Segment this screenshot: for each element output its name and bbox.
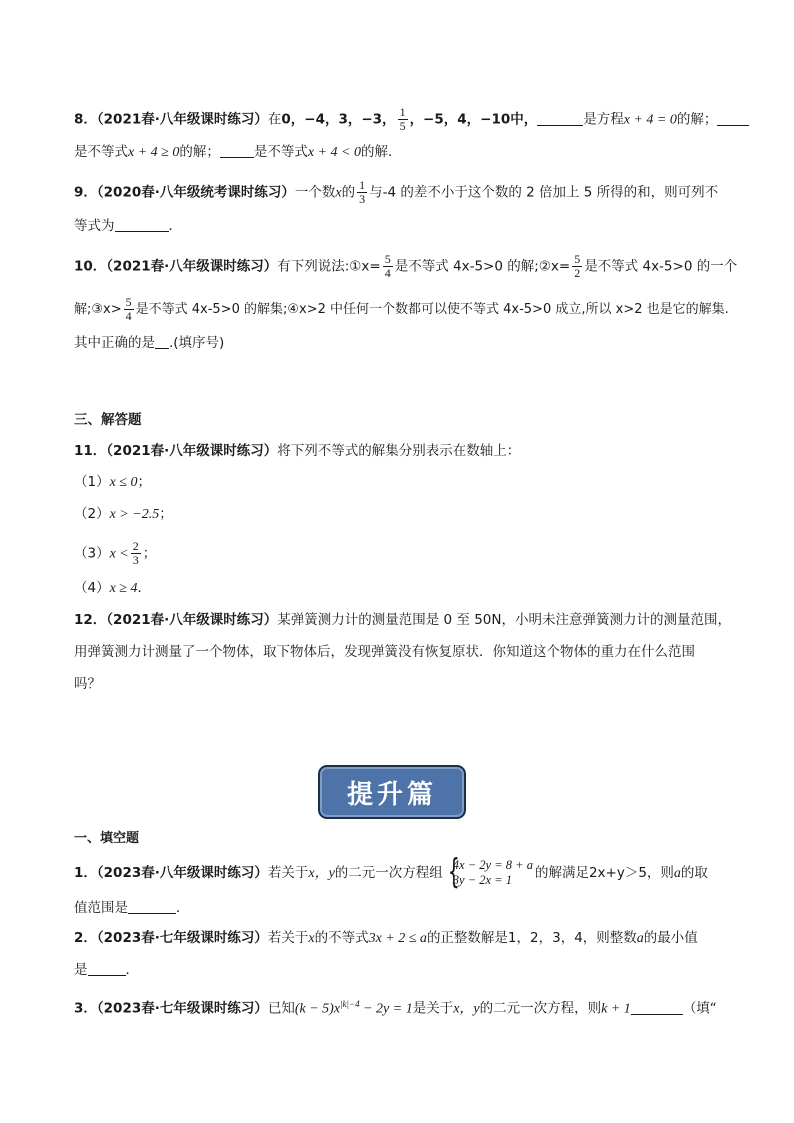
p3-source: （2023春·七年级课时练习） xyxy=(96,1000,268,1017)
q11-item-4: （4）x ≥ 4． xyxy=(74,580,151,596)
q8-values2: ，−5，4，−10中， xyxy=(409,111,538,128)
section-heading-1: 一、填空题 xyxy=(74,831,140,846)
p1-equation-system: { 4x − 2y = 8 + a 3y − 2x = 1 xyxy=(447,852,533,892)
q10-blank[interactable] xyxy=(155,334,169,349)
p1-line1: 1．（2023春·八年级课时练习）若关于x，y的二元一次方程组 { 4x − 2y = 8 + a 3y − 2x = 1 的解满足2x+y＞5，则a的取 xyxy=(74,852,708,892)
q12-number: 12 xyxy=(74,612,93,628)
q12-source: （2021春·八年级课时练习） xyxy=(106,612,278,628)
q11-number: 11 xyxy=(74,443,93,459)
q11-item-1: （1）x ≤ 0； xyxy=(74,474,151,490)
q8-line2: 是不等式x + 4 ≥ 0的解； 是不等式x + 4 < 0的解． xyxy=(74,144,402,160)
q8-inequality-1: x + 4 ≥ 0 xyxy=(128,145,180,160)
q12-line2: 用弹簧测力计测量了一个物体，取下物体后，发现弹簧没有恢复原状．你知道这个物体的重力在什么范围 xyxy=(74,644,695,660)
p2-blank[interactable] xyxy=(88,961,126,976)
p2-number: 2 xyxy=(74,930,84,946)
q8-source: （2021春·八年级课时练习） xyxy=(96,111,268,128)
p1-source: （2023春·八年级课时练习） xyxy=(96,865,268,881)
q10-source: （2021春·八年级课时练习） xyxy=(106,258,278,275)
q11-item-3: （3）x < $\frac{2}{3}$ ； xyxy=(74,539,157,567)
q9-blank[interactable] xyxy=(115,217,169,232)
q8-number: 8 xyxy=(74,111,84,128)
q10-line3: 其中正确的是 .(填序号) xyxy=(74,335,225,351)
q8-values: 0，−4，3，−3， xyxy=(281,111,396,128)
p3-line1: 3．（2023春·七年级课时练习）已知$(k - 5)x^{|k|-4} - 2y = 1$是关于x，y的二元一次方程，则k + 1 （填“ xyxy=(74,999,717,1017)
q11-line1: 11．（2021春·八年级课时练习）将下列不等式的解集分别表示在数轴上： xyxy=(74,443,521,459)
q8-fraction: $\frac{1}{5}$ xyxy=(399,105,406,133)
q8-text: 在 xyxy=(267,111,282,128)
q8-blank-1[interactable] xyxy=(537,111,583,126)
p2-source: （2023春·七年级课时练习） xyxy=(96,930,268,946)
p2-line1: 2．（2023春·七年级课时练习）若关于x的不等式3x + 2 ≤ a的正整数解是1，2，3，4，则整数a的最小值 xyxy=(74,930,698,946)
q12-line1: 12．（2021春·八年级课时练习）某弹簧测力计的测量范围是 0 至 50N，小明未注意弹簧测力计的测量范围， xyxy=(74,612,731,628)
p3-blank[interactable] xyxy=(631,1000,683,1015)
advanced-section-banner xyxy=(318,765,466,819)
q10-number: 10 xyxy=(74,258,93,275)
q9-source: （2020春·八年级统考课时练习） xyxy=(96,184,295,201)
q8-blank-2[interactable] xyxy=(717,111,749,126)
p3-number: 3 xyxy=(74,1000,84,1017)
p1-blank[interactable] xyxy=(128,899,176,914)
q10-line1: 10．（2021春·八年级课时练习）有下列说法:①x= $\frac{5}{4}$ 是不等式 4x-5>0 的解;②x= $\frac{5}{2}$ 是不等式 4x-5>0 的一个 xyxy=(74,252,738,280)
q8-inequality-2: x + 4 < 0 xyxy=(307,145,361,160)
banner-title: 提升篇 xyxy=(346,779,437,810)
q11-source: （2021春·八年级课时练习） xyxy=(106,443,278,459)
section-heading-3: 三、解答题 xyxy=(74,412,142,428)
q8-line1: 8．（2021春·八年级课时练习）在0，−4，3，−3， $\frac{1}{5}$ ，−5，4，−10中， 是方程x + 4 = 0的解； xyxy=(74,106,749,133)
q9-fraction: $\frac{1}{3}$ xyxy=(359,178,366,206)
q9-line2: 等式为 ． xyxy=(74,218,182,234)
p2-line2: 是 ． xyxy=(74,962,139,978)
q10-line2: 解;③x> $\frac{5}{4}$ 是不等式 4x-5>0 的解集;④x>2 中任何一个数都可以使不等式 4x-5>0 成立,所以 x>2 也是它的解集. xyxy=(74,295,729,323)
q11-item-2: （2）x > −2.5； xyxy=(74,506,173,522)
p1-line2: 值范围是 ． xyxy=(74,900,190,916)
p1-number: 1 xyxy=(74,865,84,881)
q9-number: 9 xyxy=(74,184,84,201)
q8-blank-3[interactable] xyxy=(220,143,254,158)
q9-line1: 9．（2020春·八年级统考课时练习）一个数x的 $\frac{1}{3}$ 与-4 的差不小于这个数的 2 倍加上 5 所得的和，则可列不 xyxy=(74,178,719,206)
q12-line3: 吗？ xyxy=(74,676,101,692)
q8-equation: x + 4 = 0 xyxy=(623,112,677,128)
